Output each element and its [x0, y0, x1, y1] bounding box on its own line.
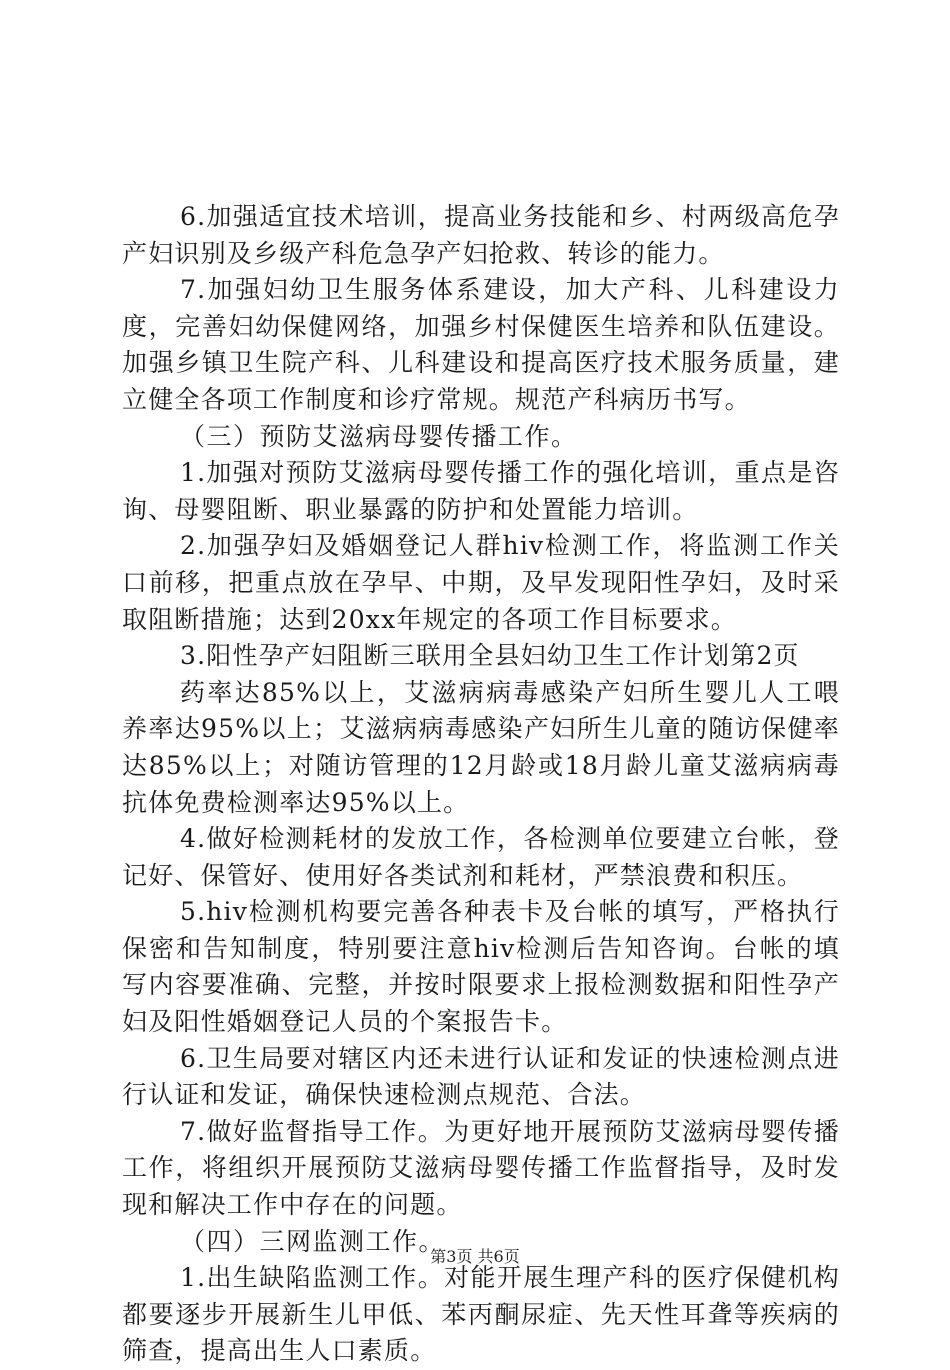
section-heading-3: （三）预防艾滋病母婴传播工作。	[180, 421, 578, 451]
page-footer: 第3页 共6页	[430, 1247, 520, 1266]
paragraph-aids-6: 6.卫生局要对辖区内还未进行认证和发证的快速检测点进行认证和发证，确保快速检测点规范、合法。	[122, 1043, 840, 1110]
paragraph-aids-4: 4.做好检测耗材的发放工作，各检测单位要建立台帐，登记好、保管好、使用好各类试剂和耗材，严禁浪费和积压。	[122, 824, 840, 890]
paragraph-aids-1: 1.加强对预防艾滋病母婴传播工作的强化培训，重点是咨询、母婴阻断、职业暴露的防护和处置能力培训。	[122, 458, 840, 524]
paragraph-aids-7: 7.做好监督指导工作。为更好地开展预防艾滋病母婴传播工作，将组织开展预防艾滋病母婴传播工作监督指导，及时发现和解决工作中存在的问题。	[122, 1116, 840, 1220]
paragraph-7-system-building: 7.加强妇幼卫生服务体系建设，加大产科、儿科建设力度，完善妇幼保健网络，加强乡村保健医生培养和队伍建设。加强乡镇卫生院产科、儿科建设和提高医疗技术服务质量，建立健全各项工作制度和诊疗常规。规范产科病历书写。	[122, 275, 840, 414]
paragraph-aids-3-continued: 药率达85%以上，艾滋病病毒感染产妇所生婴儿人工喂养率达95%以上；艾滋病病毒感染产妇所生儿童的随访保健率达85%以上；对随访管理的12月龄或18月龄儿童艾滋病病毒抗体免费检测率达95%以上。	[122, 677, 840, 817]
paragraph-monitoring-1: 1.出生缺陷监测工作。对能开展生理产科的医疗保健机构都要逐步开展新生儿甲低、苯丙酮尿症、先天性耳聋等疾病的筛查，提高出生人口素质。	[122, 1263, 840, 1366]
paragraph-aids-5: 5.hiv检测机构要完善各种表卡及台帐的填写，严格执行保密和告知制度，特别要注意hiv检测后告知咨询。台帐的填写内容要准确、完整，并按时限要求上报检测数据和阳性孕产妇及阳性婚姻登记人员的个案报告卡。	[122, 897, 840, 1037]
paragraph-aids-2: 2.加强孕妇及婚姻登记人群hiv检测工作，将监测工作关口前移，把重点放在孕早、中期，及早发现阳性孕妇，及时采取阻断措施；达到20xx年规定的各项工作目标要求。	[122, 531, 840, 634]
paragraph-6-training: 6.加强适宜技术培训，提高业务技能和乡、村两级高危孕产妇识别及乡级产科危急孕产妇抢救、转诊的能力。	[122, 202, 840, 268]
document-body	[122, 199, 840, 1370]
paragraph-aids-3: 3.阳性孕产妇阻断三联用全县妇幼卫生工作计划第2页	[180, 641, 800, 671]
section-heading-4: （四）三网监测工作。	[180, 1226, 446, 1256]
